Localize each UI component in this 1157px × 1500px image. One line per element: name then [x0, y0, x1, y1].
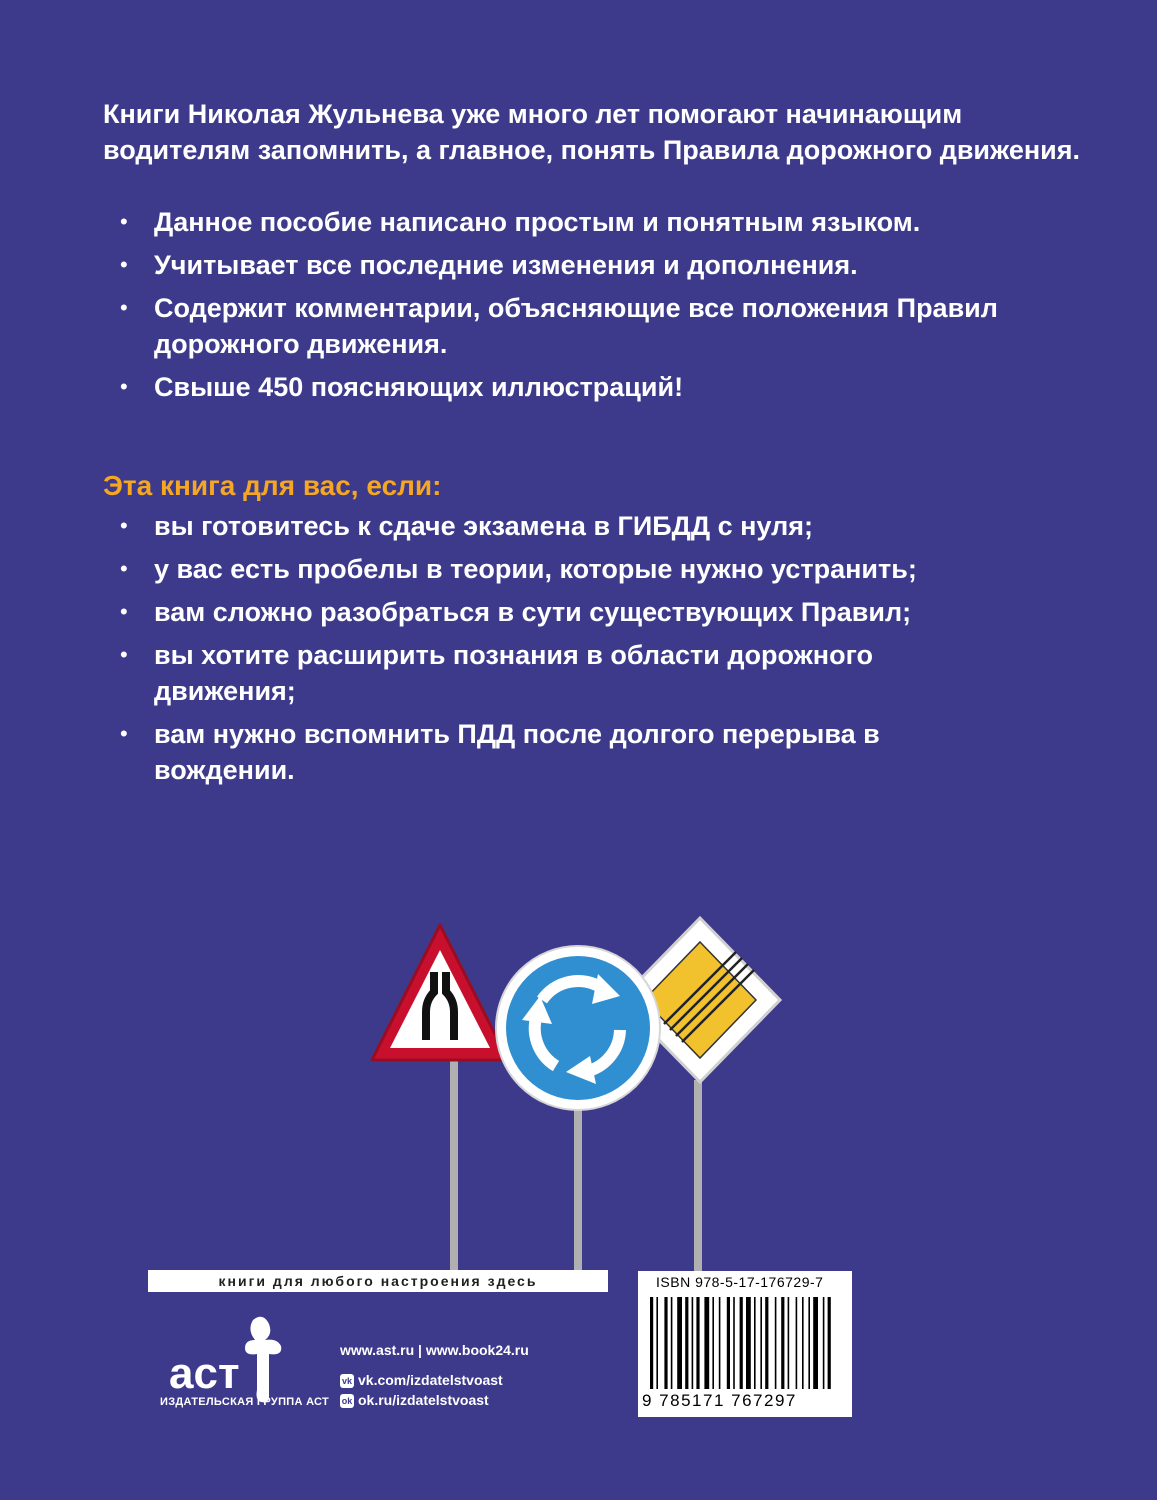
road-signs-illustration [370, 900, 800, 1280]
list-item: • вам сложно разобраться в сути существующих Правил; [120, 594, 1070, 630]
road-narrows-sign-icon [372, 925, 508, 1060]
bullet-icon: • [120, 252, 128, 277]
tagline-banner: книги для любого настроения здесь [148, 1270, 608, 1292]
ast-logo-icon [165, 1310, 315, 1410]
sign-pole [694, 1080, 702, 1280]
bullet-icon: • [120, 513, 128, 538]
barcode-number: 9 785171 767297 [642, 1391, 797, 1410]
intro-paragraph: Книги Николая Жульнева уже много лет помогают начинающим водителям запомнить, а главное, понять Правила дорожного движения. [103, 99, 1080, 165]
ok-icon: ok [341, 1396, 353, 1407]
list-item: • вам нужно вспомнить ПДД после долгого перерыва в вождении. [120, 716, 974, 788]
bullet-icon: • [120, 642, 128, 667]
bullet-icon: • [120, 374, 128, 399]
isbn-text: ISBN 978-5-17-176729-7 [656, 1274, 824, 1290]
list-item: • вы хотите расширить познания в области дорожного движения; [120, 637, 974, 709]
roundabout-sign-icon [496, 946, 660, 1110]
audience-list [120, 508, 1070, 795]
list-item: • Свыше 450 поясняющих иллюстраций! [120, 369, 1070, 405]
sign-pole [574, 1100, 582, 1280]
features-list [120, 204, 1070, 412]
barcode-block [638, 1271, 852, 1417]
website-links[interactable]: www.ast.ru | www.book24.ru [340, 1342, 529, 1358]
list-item: • Учитывает все последние изменения и дополнения. [120, 247, 1070, 283]
bullet-icon: • [120, 295, 128, 320]
bullet-icon: • [120, 209, 128, 234]
vk-icon: vk [341, 1376, 352, 1387]
list-item: • Данное пособие написано простым и понятным языком. [120, 204, 1070, 240]
list-item: • Содержит комментарии, объясняющие все положения Правил дорожного движения. [120, 290, 1070, 362]
vk-link[interactable]: vk vk.com/izdatelstvoast [341, 1372, 503, 1388]
list-item: • у вас есть пробелы в теории, которые нужно устранить; [120, 551, 1070, 587]
sign-pole [450, 1050, 458, 1280]
ok-link[interactable]: ok ok.ru/izdatelstvoast [341, 1392, 489, 1408]
logo-wordmark: аст [169, 1349, 240, 1398]
barcode-icon [650, 1297, 840, 1389]
list-item: • вы готовитесь к сдаче экзамена в ГИБДД с нуля; [120, 508, 1070, 544]
bullet-icon: • [120, 721, 128, 746]
bullet-icon: • [120, 599, 128, 624]
publisher-caption: ИЗДАТЕЛЬСКАЯ ГРУППА АСТ [160, 1396, 330, 1408]
audience-heading: Эта книга для вас, если: [103, 470, 442, 501]
bullet-icon: • [120, 556, 128, 581]
